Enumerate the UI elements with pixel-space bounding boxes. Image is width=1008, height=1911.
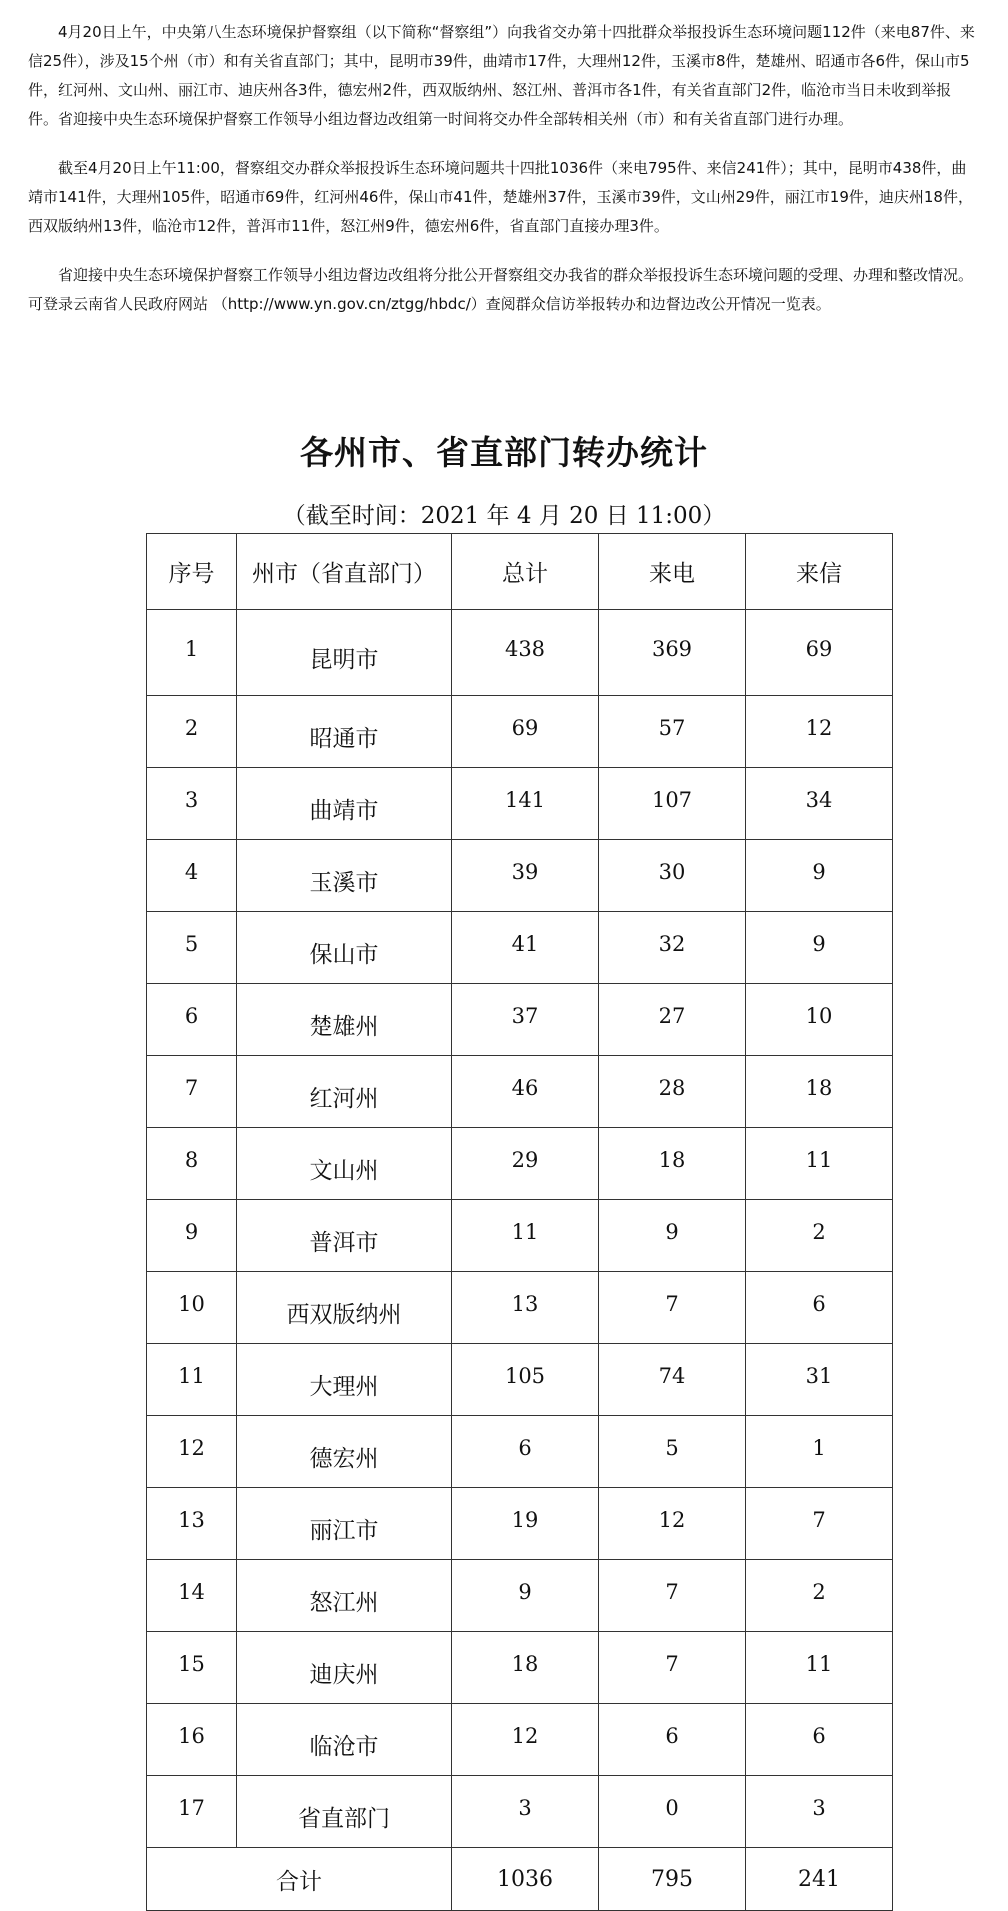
cell-total: 41 [452, 912, 599, 984]
cell-letter: 12 [746, 696, 893, 768]
cell-region: 大理州 [237, 1344, 452, 1416]
table-row [147, 1128, 893, 1200]
cell-index: 7 [147, 1056, 237, 1128]
cell-region: 文山州 [237, 1128, 452, 1200]
cell-phone: 74 [599, 1344, 746, 1416]
cell-letter: 6 [746, 1272, 893, 1344]
cell-letter: 31 [746, 1344, 893, 1416]
cell-total: 69 [452, 696, 599, 768]
table-row [147, 1200, 893, 1272]
cell-phone: 32 [599, 912, 746, 984]
cell-total: 39 [452, 840, 599, 912]
total-label: 合计 [147, 1848, 452, 1911]
cell-phone: 9 [599, 1200, 746, 1272]
cell-total: 3 [452, 1776, 599, 1848]
cell-letter: 9 [746, 912, 893, 984]
cell-phone: 0 [599, 1776, 746, 1848]
total-letter: 241 [746, 1848, 893, 1911]
cell-phone: 18 [599, 1128, 746, 1200]
table-row [147, 1560, 893, 1632]
cell-phone: 28 [599, 1056, 746, 1128]
cell-total: 9 [452, 1560, 599, 1632]
cell-region: 曲靖市 [237, 768, 452, 840]
cell-letter: 11 [746, 1128, 893, 1200]
cell-region: 怒江州 [237, 1560, 452, 1632]
cell-total: 141 [452, 768, 599, 840]
table-row [147, 1488, 893, 1560]
cell-phone: 7 [599, 1632, 746, 1704]
cell-total: 105 [452, 1344, 599, 1416]
cell-letter: 11 [746, 1632, 893, 1704]
cell-region: 昆明市 [237, 610, 452, 696]
table-row [147, 1776, 893, 1848]
header-region: 州市（省直部门） [237, 534, 452, 610]
table-row [147, 1416, 893, 1488]
cell-phone: 12 [599, 1488, 746, 1560]
cell-region: 西双版纳州 [237, 1272, 452, 1344]
cell-index: 17 [147, 1776, 237, 1848]
table-header-row [147, 534, 893, 610]
cell-index: 1 [147, 610, 237, 696]
cell-phone: 107 [599, 768, 746, 840]
cell-index: 13 [147, 1488, 237, 1560]
cell-region: 省直部门 [237, 1776, 452, 1848]
cell-total: 18 [452, 1632, 599, 1704]
cell-region: 保山市 [237, 912, 452, 984]
statistics-table [146, 533, 893, 1911]
cell-region: 临沧市 [237, 1704, 452, 1776]
total-phone: 795 [599, 1848, 746, 1911]
table-row [147, 984, 893, 1056]
table-row [147, 1344, 893, 1416]
table-row [147, 696, 893, 768]
table-row [147, 912, 893, 984]
table-row [147, 1272, 893, 1344]
cell-phone: 5 [599, 1416, 746, 1488]
cell-letter: 10 [746, 984, 893, 1056]
cell-letter: 9 [746, 840, 893, 912]
table-title: 各州市、省直部门转办统计 [300, 433, 708, 472]
cell-phone: 6 [599, 1704, 746, 1776]
cell-region: 玉溪市 [237, 840, 452, 912]
cell-index: 3 [147, 768, 237, 840]
cell-phone: 57 [599, 696, 746, 768]
header-index: 序号 [147, 534, 237, 610]
cell-index: 4 [147, 840, 237, 912]
cell-index: 9 [147, 1200, 237, 1272]
cell-phone: 369 [599, 610, 746, 696]
cell-letter: 2 [746, 1200, 893, 1272]
cell-index: 12 [147, 1416, 237, 1488]
cell-index: 2 [147, 696, 237, 768]
cell-total: 13 [452, 1272, 599, 1344]
table-row [147, 768, 893, 840]
cell-index: 6 [147, 984, 237, 1056]
cell-index: 5 [147, 912, 237, 984]
cell-index: 14 [147, 1560, 237, 1632]
header-phone: 来电 [599, 534, 746, 610]
cell-letter: 18 [746, 1056, 893, 1128]
cell-total: 12 [452, 1704, 599, 1776]
cell-total: 6 [452, 1416, 599, 1488]
header-total: 总计 [452, 534, 599, 610]
cell-region: 德宏州 [237, 1416, 452, 1488]
total-sum: 1036 [452, 1848, 599, 1911]
cell-region: 普洱市 [237, 1200, 452, 1272]
article-body [28, 18, 978, 339]
paragraph: 省迎接中央生态环境保护督察工作领导小组边督边改组将分批公开督察组交办我省的群众举报投诉生态环境问题的受理、办理和整改情况。可登录云南省人民政府网站 （http://www.yn.gov.cn/ztgg/hbdc/）查阅群众信访举报转办和边督边改公开情况一览表。 [28, 266, 974, 313]
cell-region: 楚雄州 [237, 984, 452, 1056]
table-row [147, 1632, 893, 1704]
cell-phone: 7 [599, 1560, 746, 1632]
cell-region: 迪庆州 [237, 1632, 452, 1704]
cell-phone: 7 [599, 1272, 746, 1344]
cell-region: 丽江市 [237, 1488, 452, 1560]
table-row [147, 840, 893, 912]
cell-letter: 1 [746, 1416, 893, 1488]
cell-letter: 7 [746, 1488, 893, 1560]
cell-total: 438 [452, 610, 599, 696]
cell-total: 37 [452, 984, 599, 1056]
cell-phone: 30 [599, 840, 746, 912]
table-row [147, 1056, 893, 1128]
cell-index: 8 [147, 1128, 237, 1200]
cell-total: 46 [452, 1056, 599, 1128]
cell-index: 15 [147, 1632, 237, 1704]
cell-phone: 27 [599, 984, 746, 1056]
cell-index: 11 [147, 1344, 237, 1416]
cell-letter: 3 [746, 1776, 893, 1848]
cell-letter: 2 [746, 1560, 893, 1632]
cell-region: 昭通市 [237, 696, 452, 768]
cell-letter: 6 [746, 1704, 893, 1776]
cell-letter: 34 [746, 768, 893, 840]
table-row [147, 610, 893, 696]
cell-total: 29 [452, 1128, 599, 1200]
paragraph: 截至4月20日上午11:00，督察组交办群众举报投诉生态环境问题共十四批1036件（来电795件、来信241件）；其中，昆明市438件，曲靖市141件，大理州105件，昭通市69件，红河州46件，保山市41件，楚雄州37件，玉溪市39件，文山州29件，丽江市19件，迪庆州18件，西双版纳州13件，临沧市12件，普洱市11件，怒江州9件，德宏州6件，省直部门直接办理3件。 [28, 159, 973, 235]
cell-index: 16 [147, 1704, 237, 1776]
cell-region: 红河州 [237, 1056, 452, 1128]
cell-letter: 69 [746, 610, 893, 696]
cell-index: 10 [147, 1272, 237, 1344]
cell-total: 19 [452, 1488, 599, 1560]
cell-total: 11 [452, 1200, 599, 1272]
total-row [147, 1848, 893, 1911]
header-letter: 来信 [746, 534, 893, 610]
table-row [147, 1704, 893, 1776]
paragraph: 4月20日上午，中央第八生态环境保护督察组（以下简称“督察组”）向我省交办第十四批群众举报投诉生态环境问题112件（来电87件、来信25件），涉及15个州（市）和有关省直部门；其中，昆明市39件，曲靖市17件，大理州12件，玉溪市8件，楚雄州、昭通市各6件，保山市5件，红河州、文山州、丽江市、迪庆州各3件，德宏州2件，西双版纳州、怒江州、普洱市各1件，有关省直部门2件，临沧市当日未收到举报件。省迎接中央生态环境保护督察工作领导小组边督边改组第一时间将交办件全部转相关州（市）和有关省直部门进行办理。 [28, 23, 975, 128]
table-subtitle: （截至时间：2021 年 4 月 20 日 11:00） [282, 503, 726, 529]
